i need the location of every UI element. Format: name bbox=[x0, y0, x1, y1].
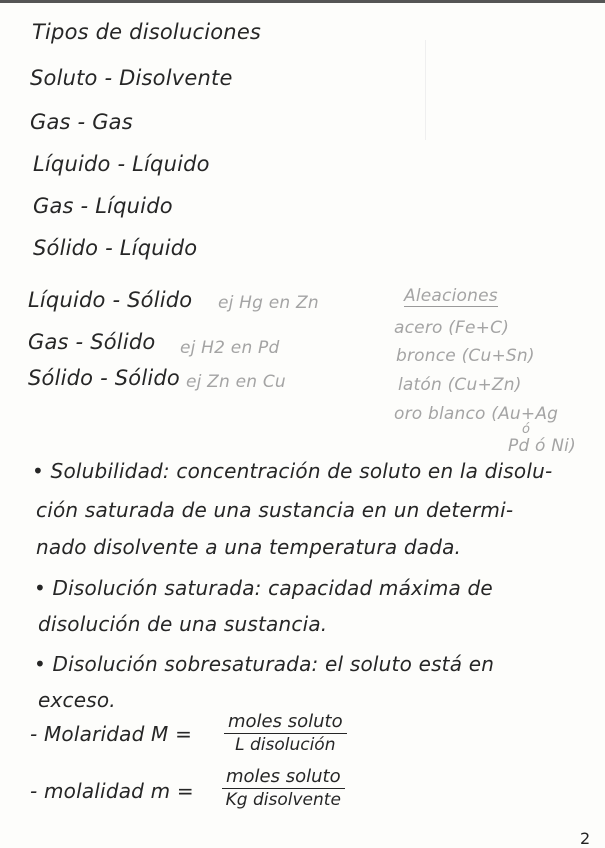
alloy-oro-blanco-cont: Pd ó Ni) bbox=[508, 436, 576, 456]
pair-gas-gas: Gas - Gas bbox=[30, 110, 133, 134]
note-saturada-line1: • Disolución saturada: capacidad máxima de bbox=[34, 576, 493, 600]
pair-solido-solido: Sólido - Sólido bbox=[28, 366, 180, 390]
pair-gas-liquido: Gas - Líquido bbox=[33, 194, 173, 218]
note-sobresaturada-line1: • Disolución sobresaturada: el soluto está en bbox=[34, 652, 495, 676]
page-top-edge bbox=[0, 0, 605, 3]
alloys-heading: Aleaciones bbox=[404, 286, 498, 306]
pair-liquido-liquido: Líquido - Líquido bbox=[33, 152, 210, 176]
molaridad-label: - Molaridad M = bbox=[30, 722, 193, 746]
note-saturada-line2: disolución de una sustancia. bbox=[38, 612, 328, 636]
molalidad-label: - molalidad m = bbox=[30, 779, 194, 803]
pair-soluto-disolvente: Soluto - Disolvente bbox=[30, 66, 233, 90]
alloy-oro-blanco-or: ó bbox=[522, 422, 531, 437]
note-solubilidad-line2: ción saturada de una sustancia en un determi- bbox=[36, 498, 514, 522]
molalidad-denominator: Kg disolvente bbox=[225, 790, 341, 810]
note-sobresaturada-line2: exceso. bbox=[38, 688, 116, 712]
page-number: 2 bbox=[580, 829, 591, 848]
pair-liquido-solido: Líquido - Sólido bbox=[28, 288, 193, 312]
pair-gas-solido: Gas - Sólido bbox=[28, 330, 156, 354]
pair-solido-liquido: Sólido - Líquido bbox=[33, 236, 198, 260]
alloy-laton: latón (Cu+Zn) bbox=[398, 375, 522, 395]
alloy-bronce: bronce (Cu+Sn) bbox=[396, 346, 535, 366]
molaridad-fraction bbox=[224, 711, 347, 755]
molalidad-numerator: moles soluto bbox=[222, 766, 345, 789]
note-solubilidad-line1: • Solubilidad: concentración de soluto en la disolu- bbox=[32, 459, 553, 483]
molaridad-denominator: L disolución bbox=[235, 735, 336, 755]
note-solubilidad-line3: nado disolvente a una temperatura dada. bbox=[36, 535, 462, 559]
molaridad-numerator: moles soluto bbox=[224, 711, 347, 734]
molalidad-fraction bbox=[222, 766, 345, 810]
example-h2-en-pd: ej H2 en Pd bbox=[180, 338, 280, 358]
alloy-acero: acero (Fe+C) bbox=[394, 318, 510, 338]
show-through-line bbox=[425, 40, 426, 140]
page-title: Tipos de disoluciones bbox=[32, 20, 262, 44]
alloy-oro-blanco: oro blanco (Au+Ag bbox=[394, 404, 559, 424]
example-hg-en-zn: ej Hg en Zn bbox=[218, 293, 319, 313]
example-zn-en-cu: ej Zn en Cu bbox=[186, 372, 286, 392]
